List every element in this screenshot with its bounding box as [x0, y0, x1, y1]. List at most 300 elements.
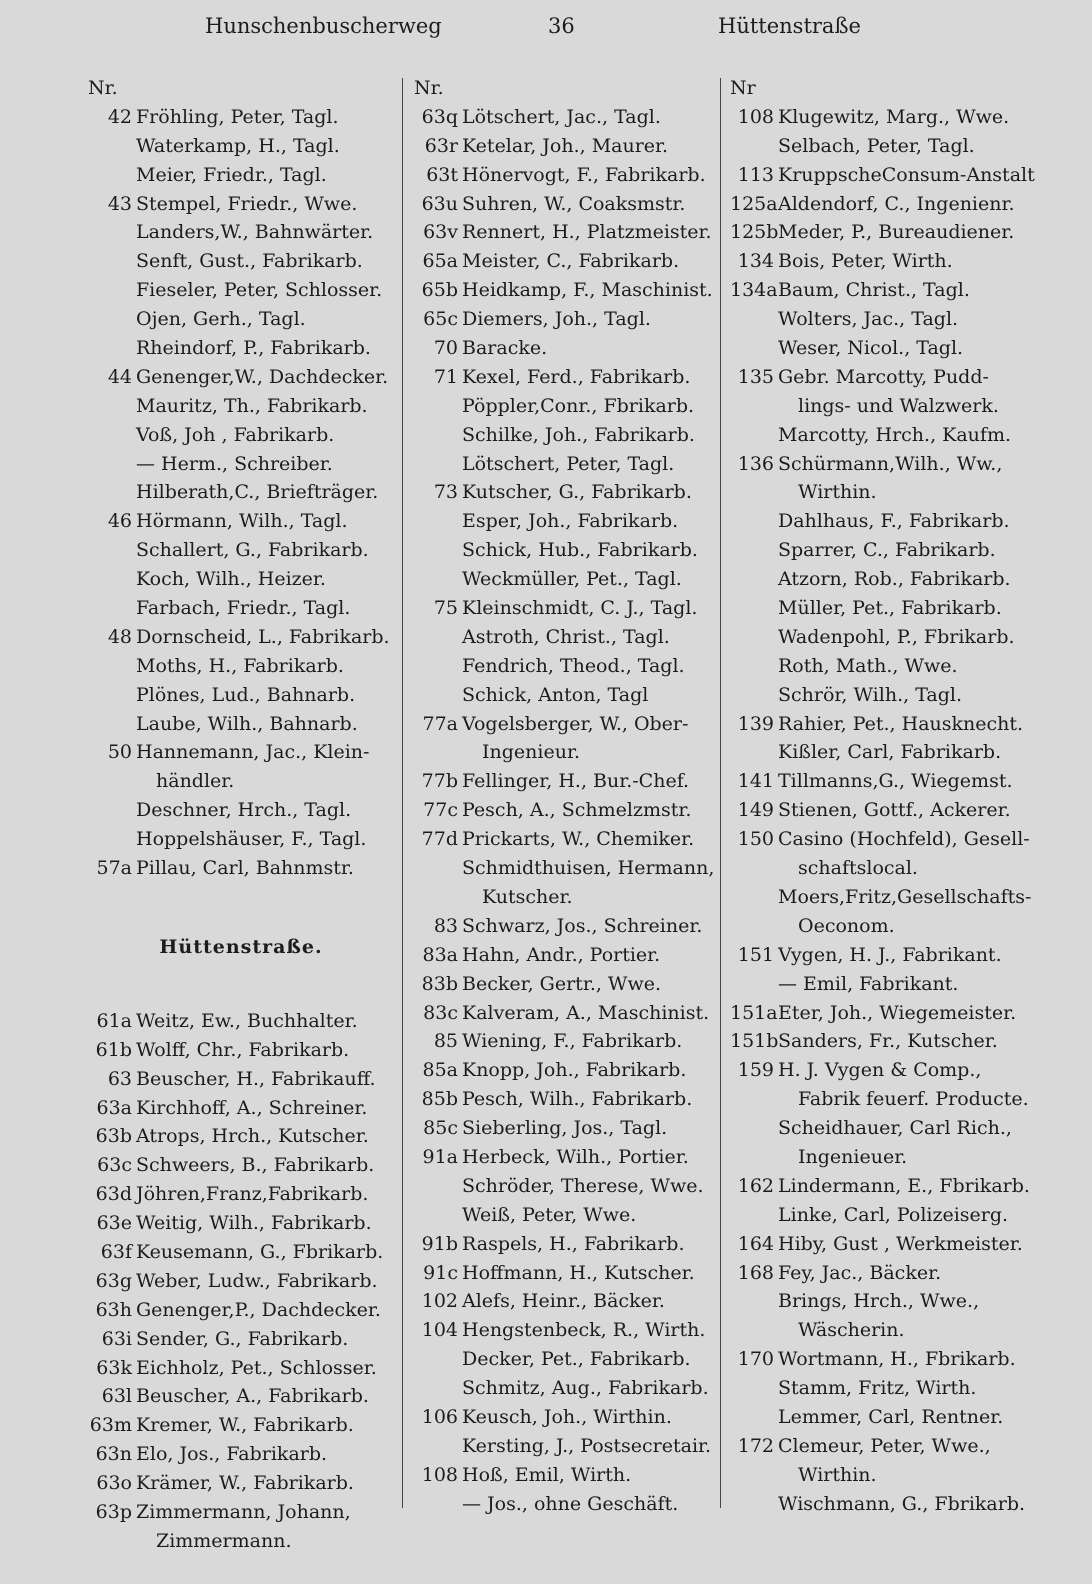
directory-entry — [414, 334, 724, 363]
resident-entry: Ingenieuer. — [798, 1145, 908, 1168]
house-number: 91a — [422, 1145, 458, 1168]
directory-entry — [88, 1238, 394, 1267]
house-number: 63u — [421, 192, 458, 215]
resident-entry: händler. — [156, 770, 235, 793]
directory-entry — [414, 507, 724, 536]
directory-entry — [88, 738, 394, 767]
column-2 — [414, 74, 724, 1519]
resident-entry: Clemeur, Peter, Wwe., — [778, 1434, 991, 1457]
resident-entry: Wirthin. — [798, 481, 877, 504]
house-number: 162 — [737, 1174, 774, 1197]
house-number: 170 — [737, 1348, 774, 1371]
resident-entry: Fabrik feuerf. Producte. — [798, 1088, 1029, 1111]
directory-entry — [730, 1403, 1080, 1432]
resident-entry: Landers,W., Bahnwärter. — [136, 221, 374, 244]
resident-entry: Klugewitz, Marg., Wwe. — [778, 105, 1010, 128]
house-number: 106 — [421, 1405, 458, 1428]
resident-entry: Keusch, Joh., Wirthin. — [462, 1405, 672, 1428]
house-number: 151 — [737, 943, 774, 966]
directory-entry — [730, 1259, 1080, 1288]
directory-entry — [88, 247, 394, 276]
resident-entry: Hönervogt, F., Fabrikarb. — [462, 163, 706, 186]
directory-entry — [88, 421, 394, 450]
directory-entry — [414, 1230, 724, 1259]
directory-entry — [88, 1065, 394, 1094]
house-number: 63v — [423, 221, 458, 244]
resident-entry: Hahn, Andr., Portier. — [462, 943, 661, 966]
resident-entry: KruppscheConsum-Anstalt — [778, 163, 1035, 186]
house-number: 63a — [96, 1096, 132, 1119]
resident-entry: Wolff, Chr., Fabrikarb. — [136, 1038, 350, 1061]
resident-entry: Mauritz, Th., Fabrikarb. — [136, 394, 368, 417]
house-number: 65b — [421, 279, 458, 302]
house-number: 65a — [422, 250, 458, 273]
directory-entry — [730, 247, 1080, 276]
directory-entry — [88, 1382, 394, 1411]
directory-entry — [414, 1316, 724, 1345]
directory-entry — [730, 1432, 1080, 1461]
resident-entry: Weitig, Wilh., Fabrikarb. — [136, 1212, 372, 1235]
directory-entry — [88, 536, 394, 565]
house-number: 104 — [421, 1319, 458, 1342]
directory-entry — [730, 1085, 1080, 1114]
column-nr-label: Nr. — [414, 77, 444, 99]
resident-entry: Hoß, Emil, Wirth. — [462, 1463, 632, 1486]
resident-entry: Beuscher, A., Fabrikarb. — [136, 1385, 369, 1408]
resident-entry: Hengstenbeck, R., Wirth. — [462, 1319, 706, 1342]
resident-entry: Pöppler,Conr., Fbrikarb. — [462, 394, 695, 417]
resident-entry: Lemmer, Carl, Rentner. — [778, 1405, 1004, 1428]
house-number: 91c — [423, 1261, 458, 1284]
resident-entry: Plönes, Lud., Bahnarb. — [136, 683, 356, 706]
resident-entry: Kutscher. — [482, 885, 573, 908]
resident-entry: Kutscher, G., Fabrikarb. — [462, 481, 692, 504]
directory-entry — [88, 652, 394, 681]
directory-entry — [730, 334, 1080, 363]
resident-entry: Fieseler, Peter, Schlosser. — [136, 279, 383, 302]
house-number: 77c — [423, 799, 458, 822]
resident-entry: Knopp, Joh., Fabrikarb. — [462, 1059, 687, 1082]
directory-entry — [88, 623, 394, 652]
resident-entry: Brings, Hrch., Wwe., — [778, 1290, 980, 1313]
resident-entry: Vygen, H. J., Fabrikant. — [778, 943, 1002, 966]
resident-entry: Moths, H., Fabrikarb. — [136, 654, 344, 677]
directory-entry — [730, 565, 1080, 594]
resident-entry: Bois, Peter, Wirth. — [778, 250, 953, 273]
resident-entry: Voß, Joh , Fabrikarb. — [136, 423, 335, 446]
directory-entry — [414, 652, 724, 681]
directory-entry — [414, 190, 724, 219]
directory-entry — [730, 883, 1080, 912]
directory-entry — [414, 421, 724, 450]
directory-entry — [414, 1056, 724, 1085]
resident-entry: Jöhren,Franz,Fabrikarb. — [136, 1183, 369, 1206]
house-number: 65c — [423, 308, 458, 331]
resident-entry: Genenger,P., Dachdecker. — [136, 1298, 381, 1321]
directory-entry — [730, 594, 1080, 623]
resident-entry: Hannemann, Jac., Klein- — [136, 741, 370, 764]
directory-entry — [414, 912, 724, 941]
directory-entry — [730, 738, 1080, 767]
resident-entry: Prickarts, W., Chemiker. — [462, 828, 695, 851]
house-number: 63d — [95, 1183, 132, 1206]
directory-entry — [88, 218, 394, 247]
directory-entry — [414, 103, 724, 132]
resident-entry: Casino (Hochfeld), Gesell- — [778, 828, 1030, 851]
directory-entry — [730, 190, 1080, 219]
resident-entry: H. J. Vygen & Comp., — [778, 1059, 982, 1082]
resident-entry: Farbach, Friedr., Tagl. — [136, 597, 351, 620]
resident-entry: Hoffmann, H., Kutscher. — [462, 1261, 695, 1284]
resident-entry: Kißler, Carl, Fabrikarb. — [778, 741, 1002, 764]
directory-entry — [730, 912, 1080, 941]
house-number: 91b — [421, 1232, 458, 1255]
directory-entry — [88, 1122, 394, 1151]
resident-entry: Ketelar, Joh., Maurer. — [462, 134, 669, 157]
directory-entry — [730, 507, 1080, 536]
directory-entry — [730, 1143, 1080, 1172]
resident-entry: Marcotty, Hrch., Kaufm. — [778, 423, 1012, 446]
resident-entry: Schürmann,Wilh., Ww., — [778, 452, 1003, 475]
directory-entry — [414, 1432, 724, 1461]
directory-entry — [414, 941, 724, 970]
directory-entry — [730, 767, 1080, 796]
directory-entry — [414, 247, 724, 276]
resident-entry: Rahier, Pet., Hausknecht. — [778, 712, 1024, 735]
directory-entry — [730, 1201, 1080, 1230]
directory-entry — [88, 767, 394, 796]
directory-entry — [414, 536, 724, 565]
house-number: 43 — [107, 192, 132, 215]
directory-entry — [414, 623, 724, 652]
house-number: 102 — [421, 1290, 458, 1313]
house-number: 42 — [107, 105, 132, 128]
directory-entry — [414, 1374, 724, 1403]
resident-entry: Dornscheid, L., Fabrikarb. — [136, 625, 390, 648]
directory-entry — [88, 1007, 394, 1036]
resident-entry: Kleinschmidt, C. J., Tagl. — [462, 597, 698, 620]
resident-entry: Linke, Carl, Polizeiserg. — [778, 1203, 1009, 1226]
resident-entry: Alefs, Heinr., Bäcker. — [462, 1290, 665, 1313]
resident-entry: Waterkamp, H., Tagl. — [136, 134, 340, 157]
directory-entry — [88, 710, 394, 739]
house-number: 141 — [737, 770, 774, 793]
resident-entry: Schick, Hub., Fabrikarb. — [462, 539, 698, 562]
directory-entry — [414, 1085, 724, 1114]
directory-entry — [414, 305, 724, 334]
directory-entry — [88, 825, 394, 854]
house-number: 63i — [101, 1327, 132, 1350]
resident-entry: Sieberling, Jos., Tagl. — [462, 1117, 668, 1140]
house-number: 73 — [433, 481, 458, 504]
resident-entry: Selbach, Peter, Tagl. — [778, 134, 975, 157]
directory-entry — [730, 392, 1080, 421]
resident-entry: Schmitz, Aug., Fabrikarb. — [462, 1377, 709, 1400]
directory-entry — [730, 652, 1080, 681]
house-number: 46 — [107, 510, 132, 533]
directory-entry — [730, 1461, 1080, 1490]
resident-entry: Meier, Friedr., Tagl. — [136, 163, 327, 186]
resident-entry: Schmidthuisen, Hermann, — [462, 857, 715, 880]
house-number: 139 — [737, 712, 774, 735]
resident-entry: Rennert, H., Platzmeister. — [462, 221, 712, 244]
resident-entry: Kersting, J., Postsecretair. — [462, 1434, 712, 1457]
directory-entry — [414, 450, 724, 479]
resident-entry: Ojen, Gerh., Tagl. — [136, 308, 306, 331]
column-nr-label: Nr — [730, 77, 756, 99]
directory-entry — [730, 218, 1080, 247]
resident-entry: schaftslocal. — [798, 857, 918, 880]
directory-entry — [414, 1259, 724, 1288]
directory-entry — [414, 796, 724, 825]
directory-entry — [730, 276, 1080, 305]
house-number: 108 — [737, 105, 774, 128]
directory-entry — [730, 941, 1080, 970]
house-number: 172 — [737, 1434, 774, 1457]
house-number: 85b — [421, 1088, 458, 1111]
directory-entry — [730, 1316, 1080, 1345]
resident-entry: Stamm, Fritz, Wirth. — [778, 1377, 977, 1400]
resident-entry: Schrör, Wilh., Tagl. — [778, 683, 962, 706]
house-number: 63t — [426, 163, 458, 186]
directory-entry — [414, 970, 724, 999]
directory-entry — [414, 218, 724, 247]
house-number: 85c — [423, 1117, 458, 1140]
house-number: 50 — [107, 741, 132, 764]
house-number: 63m — [89, 1414, 132, 1437]
resident-entry: Weser, Nicol., Tagl. — [778, 337, 964, 360]
house-number: 77a — [422, 712, 458, 735]
resident-entry: Herbeck, Wilh., Portier. — [462, 1145, 689, 1168]
directory-entry — [88, 1094, 394, 1123]
house-number: 63 — [107, 1067, 132, 1090]
resident-entry: Fellinger, H., Bur.-Chef. — [462, 770, 690, 793]
resident-entry: — Emil, Fabrikant. — [778, 972, 959, 995]
directory-entry — [88, 305, 394, 334]
directory-entry — [730, 796, 1080, 825]
resident-entry: Fey, Jac., Bäcker. — [778, 1261, 942, 1284]
resident-entry: Wischmann, G., Fbrikarb. — [778, 1492, 1026, 1515]
resident-entry: Atrops, Hrch., Kutscher. — [136, 1125, 369, 1148]
resident-entry: Koch, Wilh., Heizer. — [136, 568, 326, 591]
house-number: 71 — [433, 365, 458, 388]
resident-entry: Schick, Anton, Tagl — [462, 683, 649, 706]
resident-entry: Wortmann, H., Fbrikarb. — [778, 1348, 1016, 1371]
resident-entry: Oeconom. — [798, 914, 895, 937]
house-number: 150 — [737, 828, 774, 851]
resident-entry: Beuscher, H., Fabrikauff. — [136, 1067, 376, 1090]
directory-entry — [730, 825, 1080, 854]
column-1 — [88, 74, 394, 1556]
resident-entry: Pesch, A., Schmelzmstr. — [462, 799, 692, 822]
directory-entry — [730, 1345, 1080, 1374]
column-nr-label: Nr. — [88, 77, 118, 99]
house-number: 63p — [95, 1500, 132, 1523]
house-number: 135 — [737, 365, 774, 388]
house-number: 63g — [95, 1269, 132, 1292]
directory-entry — [730, 421, 1080, 450]
house-number: 63l — [101, 1385, 132, 1408]
resident-entry: Diemers, Joh., Tagl. — [462, 308, 651, 331]
house-number: 85a — [422, 1059, 458, 1082]
directory-entry — [88, 565, 394, 594]
house-number: 63e — [96, 1212, 132, 1235]
resident-entry: Kalveram, A., Maschinist. — [462, 1001, 710, 1024]
resident-entry: Weitz, Ew., Buchhalter. — [136, 1009, 358, 1032]
house-number: 63r — [424, 134, 458, 157]
resident-entry: Schallert, G., Fabrikarb. — [136, 539, 369, 562]
house-number: 63k — [96, 1356, 132, 1379]
resident-entry: Heidkamp, F., Maschinist. — [462, 279, 713, 302]
house-number: 63n — [95, 1443, 132, 1466]
directory-entry — [730, 1056, 1080, 1085]
resident-entry: Baum, Christ., Tagl. — [778, 279, 970, 302]
resident-entry: Baracke. — [462, 337, 548, 360]
house-number: 83 — [433, 914, 458, 937]
directory-entry — [730, 536, 1080, 565]
directory-entry — [88, 478, 394, 507]
directory-entry — [414, 1114, 724, 1143]
resident-entry: Dahlhaus, F., Fabrikarb. — [778, 510, 1010, 533]
directory-entry — [730, 161, 1080, 190]
house-number: 125b — [730, 221, 779, 244]
directory-entry — [414, 1172, 724, 1201]
directory-entry — [88, 161, 394, 190]
directory-entry — [414, 1403, 724, 1432]
resident-entry: Lötschert, Peter, Tagl. — [462, 452, 675, 475]
resident-entry: Wiening, F., Fabrikarb. — [462, 1030, 683, 1053]
directory-entry — [414, 132, 724, 161]
directory-entry — [88, 334, 394, 363]
directory-entry — [88, 363, 394, 392]
directory-entry — [730, 363, 1080, 392]
resident-entry: Schwarz, Jos., Schreiner. — [462, 914, 703, 937]
resident-entry: Hörmann, Wilh., Tagl. — [136, 510, 348, 533]
resident-entry: Weiß, Peter, Wwe. — [462, 1203, 637, 1226]
house-number: 61a — [96, 1009, 132, 1032]
house-number: 61b — [95, 1038, 132, 1061]
resident-entry: Elo, Jos., Fabrikarb. — [136, 1443, 328, 1466]
resident-entry: Senft, Gust., Fabrikarb. — [136, 250, 363, 273]
directory-entry — [88, 132, 394, 161]
directory-entry — [730, 1172, 1080, 1201]
directory-entry — [730, 1287, 1080, 1316]
resident-entry: lings- und Walzwerk. — [798, 394, 999, 417]
directory-entry — [88, 1498, 394, 1527]
house-number: 63c — [97, 1154, 132, 1177]
directory-entry — [730, 478, 1080, 507]
directory-entry — [88, 450, 394, 479]
resident-entry: Eter, Joh., Wiegemeister. — [778, 1001, 1017, 1024]
directory-entry — [88, 1036, 394, 1065]
house-number: 159 — [737, 1059, 774, 1082]
directory-entry — [730, 103, 1080, 132]
directory-entry — [414, 825, 724, 854]
resident-entry: Deschner, Hrch., Tagl. — [136, 799, 352, 822]
house-number: 151b — [730, 1030, 779, 1053]
house-number: 57a — [96, 857, 132, 880]
house-number: 63o — [96, 1472, 132, 1495]
resident-entry: Tillmanns,G., Wiegemst. — [778, 770, 1013, 793]
resident-entry: Schilke, Joh., Fabrikarb. — [462, 423, 695, 446]
resident-entry: Lötschert, Jac., Tagl. — [462, 105, 661, 128]
house-number: 63f — [100, 1240, 132, 1263]
directory-entry — [414, 1461, 724, 1490]
directory-entry — [730, 132, 1080, 161]
directory-entry — [88, 1440, 394, 1469]
directory-entry — [88, 1469, 394, 1498]
directory-entry — [88, 276, 394, 305]
resident-entry: Sanders, Fr., Kutscher. — [778, 1030, 998, 1053]
directory-entry — [88, 854, 394, 883]
directory-entry — [414, 767, 724, 796]
house-number: 125a — [730, 192, 778, 215]
resident-entry: Keusemann, G., Fbrikarb. — [136, 1240, 384, 1263]
directory-entry — [730, 1374, 1080, 1403]
directory-entry — [414, 854, 724, 883]
resident-entry: Hoppelshäuser, F., Tagl. — [136, 828, 367, 851]
directory-entry — [414, 276, 724, 305]
directory-entry — [730, 710, 1080, 739]
resident-entry: Zimmermann. — [156, 1529, 292, 1552]
house-number: 164 — [737, 1232, 774, 1255]
directory-entry — [88, 1527, 394, 1556]
directory-entry — [414, 883, 724, 912]
resident-entry: Zimmermann, Johann, — [136, 1500, 351, 1523]
resident-entry: Roth, Math., Wwe. — [778, 654, 958, 677]
resident-entry: Laube, Wilh., Bahnarb. — [136, 712, 358, 735]
directory-entry — [730, 623, 1080, 652]
resident-entry: Schweers, B., Fabrikarb. — [136, 1154, 375, 1177]
directory-entry — [414, 738, 724, 767]
resident-entry: Kexel, Ferd., Fabrikarb. — [462, 365, 691, 388]
directory-entry — [414, 1345, 724, 1374]
directory-entry — [414, 161, 724, 190]
directory-entry — [730, 305, 1080, 334]
directory-entry — [88, 1151, 394, 1180]
resident-entry: Weber, Ludw., Fabrikarb. — [136, 1269, 378, 1292]
house-number: 136 — [737, 452, 774, 475]
resident-entry: Ingenieur. — [482, 741, 580, 764]
resident-entry: Meder, P., Bureaudiener. — [778, 221, 1015, 244]
resident-entry: Esper, Joh., Fabrikarb. — [462, 510, 679, 533]
house-number: 85 — [433, 1030, 458, 1053]
resident-entry: Becker, Gertr., Wwe. — [462, 972, 662, 995]
directory-entry — [88, 103, 394, 132]
resident-entry: Genenger,W., Dachdecker. — [136, 365, 389, 388]
resident-entry: Rheindorf, P., Fabrikarb. — [136, 337, 371, 360]
house-number: 77d — [421, 828, 458, 851]
resident-entry: Stempel, Friedr., Wwe. — [136, 192, 358, 215]
house-number: 83b — [421, 972, 458, 995]
directory-entry — [88, 1354, 394, 1383]
column-divider — [402, 78, 403, 1508]
house-number: 63h — [95, 1298, 132, 1321]
resident-entry: Wadenpohl, P., Fbrikarb. — [778, 625, 1015, 648]
resident-entry: Wäscherin. — [798, 1319, 905, 1342]
resident-entry: Fendrich, Theod., Tagl. — [462, 654, 685, 677]
resident-entry: Kremer, W., Fabrikarb. — [136, 1414, 354, 1437]
section-heading: Hüttenstraße. — [159, 935, 323, 958]
resident-entry: Müller, Pet., Fabrikarb. — [778, 597, 1002, 620]
resident-entry: Wirthin. — [798, 1463, 877, 1486]
directory-entry — [414, 1027, 724, 1056]
resident-entry: Suhren, W., Coaksmstr. — [462, 192, 686, 215]
resident-entry: Meister, C., Fabrikarb. — [462, 250, 680, 273]
resident-entry: Sender, G., Fabrikarb. — [136, 1327, 349, 1350]
directory-entry — [88, 1296, 394, 1325]
directory-entry — [730, 681, 1080, 710]
